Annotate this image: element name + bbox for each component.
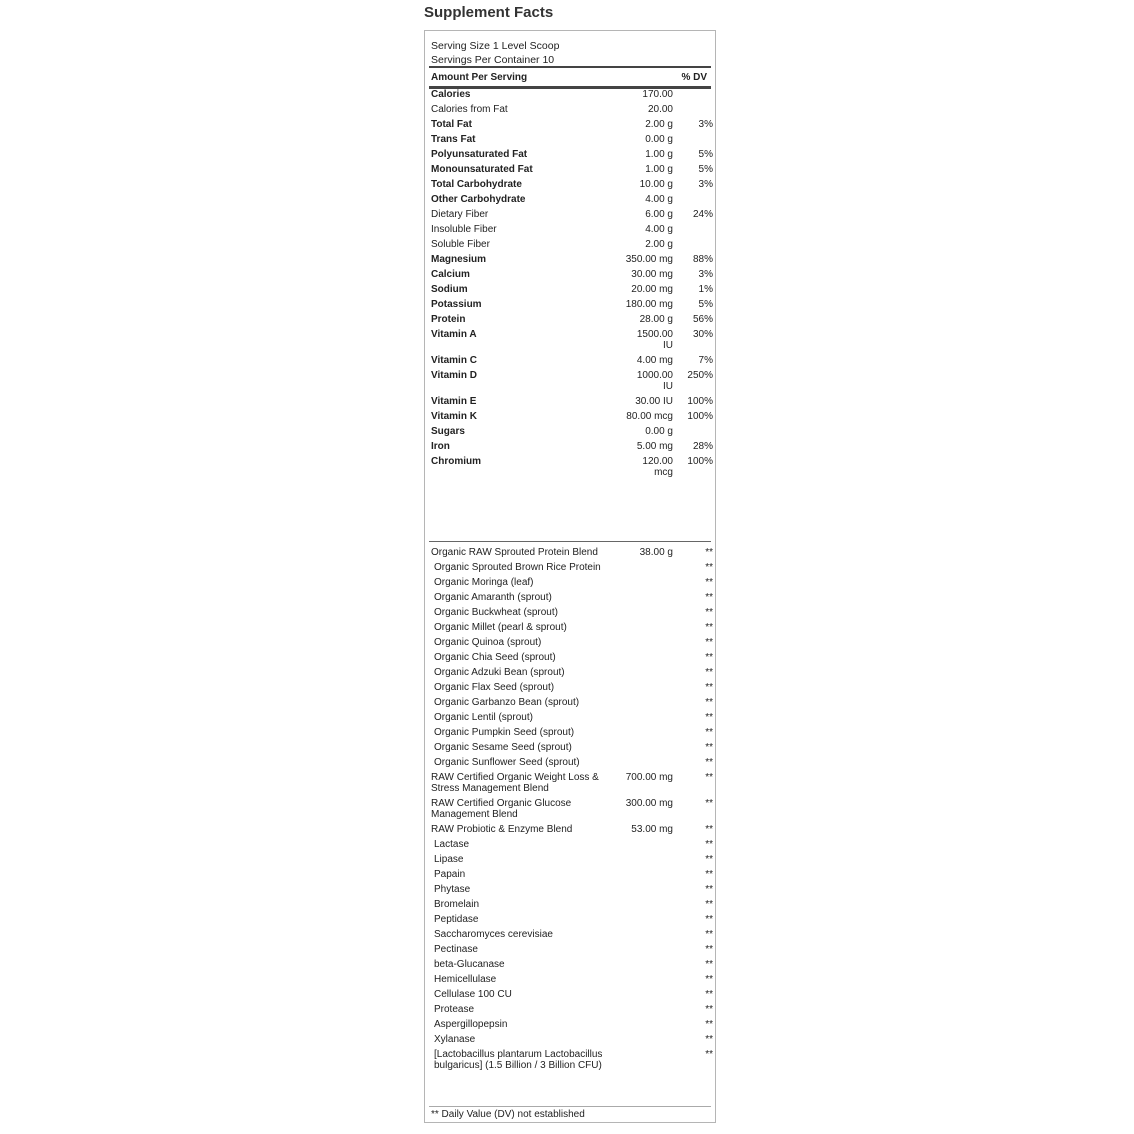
nutrient-row	[429, 119, 711, 134]
ingredient-row	[429, 1019, 711, 1034]
nutrient-name: Magnesium	[431, 254, 487, 265]
ingredient-dv: **	[705, 547, 713, 558]
nutrient-row	[429, 329, 711, 355]
ingredient-name: RAW Certified Organic Weight Loss & Stress Management Blend	[431, 772, 599, 794]
ingredient-dv: **	[705, 854, 713, 865]
nutrient-row	[429, 269, 711, 284]
ingredient-row	[429, 757, 711, 772]
ingredient-row	[429, 899, 711, 914]
ingredient-row	[429, 839, 711, 854]
nutrient-name: Trans Fat	[431, 134, 476, 145]
nutrient-name: Protein	[431, 314, 466, 325]
ingredient-row	[429, 577, 711, 592]
ingredient-name: Xylanase	[434, 1034, 476, 1045]
nutrient-row	[429, 239, 711, 254]
ingredient-dv: **	[705, 839, 713, 850]
ingredient-row	[429, 884, 711, 899]
nutrient-amount: 350.00 mg	[625, 254, 673, 265]
nutrient-dv: 88%	[692, 254, 713, 265]
ingredient-name: Organic Garbanzo Bean (sprout)	[434, 697, 580, 708]
nutrient-amount: 5.00 mg	[636, 441, 673, 452]
ingredient-name: RAW Certified Organic Glucose Management Blend	[431, 798, 572, 820]
ingredient-dv: **	[705, 884, 713, 895]
ingredient-row	[429, 592, 711, 607]
nutrient-name: Vitamin D	[431, 370, 477, 381]
ingredient-row	[429, 974, 711, 989]
ingredient-dv: **	[705, 742, 713, 753]
ingredient-dv: **	[705, 727, 713, 738]
nutrient-amount: 170.00	[642, 89, 673, 100]
ingredient-row	[429, 607, 711, 622]
nutrient-name: Other Carbohydrate	[431, 194, 526, 205]
ingredient-dv: **	[705, 622, 713, 633]
nutrient-row	[429, 456, 711, 482]
ingredient-name: beta-Glucanase	[434, 959, 505, 970]
ingredient-dv: **	[705, 607, 713, 618]
nutrient-dv: 5%	[698, 299, 713, 310]
ingredient-dv: **	[705, 577, 713, 588]
nutrient-amount: 1.00 g	[645, 149, 673, 160]
nutrient-name: Polyunsaturated Fat	[431, 149, 528, 160]
nutrient-row	[429, 164, 711, 179]
nutrient-row	[429, 134, 711, 149]
nutrient-amount: 28.00 g	[639, 314, 673, 325]
ingredient-name: Pectinase	[434, 944, 478, 955]
ingredient-dv: **	[705, 697, 713, 708]
nutrient-amount: 2.00 g	[645, 239, 673, 250]
ingredient-name: Organic Moringa (leaf)	[434, 577, 534, 588]
nutrient-row	[429, 299, 711, 314]
ingredient-name: Organic Amaranth (sprout)	[434, 592, 552, 603]
ingredient-dv: **	[705, 562, 713, 573]
ingredient-row	[429, 824, 711, 839]
ingredient-dv: **	[705, 757, 713, 768]
nutrient-row	[429, 441, 711, 456]
ingredient-row	[429, 1034, 711, 1049]
nutrient-dv: 5%	[698, 149, 713, 160]
ingredient-row	[429, 772, 711, 798]
ingredient-row	[429, 854, 711, 869]
nutrient-name: Sugars	[431, 426, 465, 437]
nutrient-row	[429, 396, 711, 411]
ingredient-name: Organic Flax Seed (sprout)	[434, 682, 555, 693]
ingredient-dv: **	[705, 798, 713, 809]
nutrient-amount: 4.00 mg	[636, 355, 673, 366]
ingredient-dv: **	[705, 959, 713, 970]
ingredient-dv: **	[705, 914, 713, 925]
ingredient-row	[429, 637, 711, 652]
ingredient-dv: **	[705, 682, 713, 693]
ingredient-name: Bromelain	[434, 899, 480, 910]
section-divider	[429, 541, 711, 542]
ingredient-name: Organic Adzuki Bean (sprout)	[434, 667, 565, 678]
nutrient-dv: 1%	[698, 284, 713, 295]
ingredient-row	[429, 712, 711, 727]
ingredient-row	[429, 682, 711, 697]
nutrient-row	[429, 179, 711, 194]
ingredient-amount: 38.00 g	[639, 547, 673, 558]
amount-header	[429, 71, 711, 89]
nutrient-dv: 100%	[687, 456, 713, 467]
nutrient-amount: 1500.00 IU	[636, 329, 673, 351]
nutrient-amount: 4.00 g	[645, 224, 673, 235]
nutrient-name: Monounsaturated Fat	[431, 164, 533, 175]
servings-per-container: Servings Per Container 10	[431, 54, 555, 66]
dv-header-label: % DV	[681, 72, 707, 83]
ingredient-list	[429, 547, 711, 1075]
ingredient-row	[429, 547, 711, 562]
nutrient-dv: 5%	[698, 164, 713, 175]
nutrient-amount: 1.00 g	[645, 164, 673, 175]
nutrient-name: Vitamin E	[431, 396, 477, 407]
ingredient-dv: **	[705, 772, 713, 783]
ingredient-dv: **	[705, 637, 713, 648]
ingredient-dv: **	[705, 667, 713, 678]
ingredient-row	[429, 929, 711, 944]
nutrient-amount: 80.00 mcg	[626, 411, 673, 422]
ingredient-dv: **	[705, 1034, 713, 1045]
ingredient-name: Organic Sprouted Brown Rice Protein	[434, 562, 601, 573]
nutrient-name: Calories	[431, 89, 471, 100]
ingredient-name: Organic Lentil (sprout)	[434, 712, 533, 723]
nutrient-dv: 100%	[687, 411, 713, 422]
nutrient-amount: 120.00 mcg	[642, 456, 673, 478]
nutrient-dv: 28%	[692, 441, 713, 452]
ingredient-row	[429, 869, 711, 884]
ingredient-name: Organic Buckwheat (sprout)	[434, 607, 558, 618]
ingredient-dv: **	[705, 824, 713, 835]
ingredient-name: Organic Pumpkin Seed (sprout)	[434, 727, 575, 738]
nutrient-row	[429, 426, 711, 441]
ingredient-name: Cellulase 100 CU	[434, 989, 512, 1000]
nutrient-name: Dietary Fiber	[431, 209, 489, 220]
ingredient-name: Organic Chia Seed (sprout)	[434, 652, 556, 663]
ingredient-dv: **	[705, 1019, 713, 1030]
ingredient-dv: **	[705, 989, 713, 1000]
nutrient-name: Potassium	[431, 299, 482, 310]
nutrient-amount: 20.00	[647, 104, 673, 115]
nutrient-name: Calories from Fat	[431, 104, 508, 115]
nutrient-row	[429, 89, 711, 104]
ingredient-dv: **	[705, 869, 713, 880]
nutrient-row	[429, 411, 711, 426]
nutrient-name: Vitamin A	[431, 329, 477, 340]
nutrient-dv: 250%	[687, 370, 713, 381]
nutrient-amount: 30.00 IU	[635, 396, 673, 407]
ingredient-name: Organic Quinoa (sprout)	[434, 637, 542, 648]
ingredient-name: Phytase	[434, 884, 471, 895]
nutrient-name: Total Fat	[431, 119, 472, 130]
nutrient-dv: 56%	[692, 314, 713, 325]
nutrient-row	[429, 149, 711, 164]
ingredient-name: [Lactobacillus plantarum Lactobacillus bulgaricus] (1.5 Billion / 3 Billion CFU)	[434, 1049, 603, 1071]
nutrient-row	[429, 194, 711, 209]
nutrient-row	[429, 209, 711, 224]
ingredient-dv: **	[705, 974, 713, 985]
nutrient-dv: 3%	[698, 179, 713, 190]
ingredient-dv: **	[705, 1004, 713, 1015]
nutrient-row	[429, 314, 711, 329]
nutrient-row	[429, 370, 711, 396]
ingredient-name: Organic Sesame Seed (sprout)	[434, 742, 572, 753]
ingredient-name: Hemicellulase	[434, 974, 497, 985]
nutrient-amount: 6.00 g	[645, 209, 673, 220]
ingredient-name: RAW Probiotic & Enzyme Blend	[431, 824, 573, 835]
ingredient-name: Organic RAW Sprouted Protein Blend	[431, 547, 598, 558]
nutrient-row	[429, 254, 711, 269]
ingredient-dv: **	[705, 712, 713, 723]
nutrient-dv: 30%	[692, 329, 713, 340]
ingredient-dv: **	[705, 944, 713, 955]
nutrient-name: Insoluble Fiber	[431, 224, 497, 235]
ingredient-row	[429, 798, 711, 824]
ingredient-row	[429, 1004, 711, 1019]
nutrient-list	[429, 89, 711, 482]
nutrient-amount: 1000.00 IU	[636, 370, 673, 392]
nutrient-name: Calcium	[431, 269, 470, 280]
ingredient-name: Lactase	[434, 839, 470, 850]
nutrient-name: Chromium	[431, 456, 481, 467]
nutrient-amount: 30.00 mg	[631, 269, 673, 280]
ingredient-row	[429, 914, 711, 929]
footnote: ** Daily Value (DV) not established	[429, 1106, 711, 1120]
nutrient-amount: 0.00 g	[645, 426, 673, 437]
ingredient-name: Peptidase	[434, 914, 479, 925]
nutrient-amount: 180.00 mg	[625, 299, 673, 310]
nutrient-dv: 7%	[698, 355, 713, 366]
nutrient-amount: 2.00 g	[645, 119, 673, 130]
serving-size: Serving Size 1 Level Scoop	[431, 40, 560, 52]
supplement-facts-panel	[424, 30, 716, 1123]
ingredient-row	[429, 989, 711, 1004]
ingredient-dv: **	[705, 929, 713, 940]
serving-info	[429, 39, 711, 68]
ingredient-row	[429, 727, 711, 742]
ingredient-name: Aspergillopepsin	[434, 1019, 508, 1030]
amount-per-serving-label: Amount Per Serving	[431, 72, 528, 83]
ingredient-name: Organic Sunflower Seed (sprout)	[434, 757, 580, 768]
nutrient-name: Soluble Fiber	[431, 239, 490, 250]
ingredient-dv: **	[705, 592, 713, 603]
ingredient-name: Organic Millet (pearl & sprout)	[434, 622, 567, 633]
nutrient-row	[429, 355, 711, 370]
nutrient-name: Iron	[431, 441, 450, 452]
ingredient-row	[429, 562, 711, 577]
nutrient-amount: 0.00 g	[645, 134, 673, 145]
nutrient-amount: 10.00 g	[639, 179, 673, 190]
ingredient-row	[429, 667, 711, 682]
supplement-facts-title: Supplement Facts	[424, 4, 554, 21]
nutrient-dv: 3%	[698, 269, 713, 280]
ingredient-row	[429, 1049, 711, 1075]
ingredient-amount: 53.00 mg	[631, 824, 673, 835]
nutrient-row	[429, 224, 711, 239]
nutrient-name: Vitamin C	[431, 355, 477, 366]
ingredient-name: Saccharomyces cerevisiae	[434, 929, 553, 940]
ingredient-dv: **	[705, 899, 713, 910]
nutrient-dv: 3%	[698, 119, 713, 130]
nutrient-name: Sodium	[431, 284, 468, 295]
ingredient-row	[429, 652, 711, 667]
nutrient-row	[429, 104, 711, 119]
nutrient-row	[429, 284, 711, 299]
nutrient-dv: 24%	[692, 209, 713, 220]
ingredient-row	[429, 742, 711, 757]
nutrient-name: Total Carbohydrate	[431, 179, 522, 190]
ingredient-name: Protease	[434, 1004, 475, 1015]
nutrient-amount: 4.00 g	[645, 194, 673, 205]
ingredient-dv: **	[705, 652, 713, 663]
nutrient-amount: 20.00 mg	[631, 284, 673, 295]
ingredient-row	[429, 959, 711, 974]
ingredient-row	[429, 944, 711, 959]
ingredient-name: Papain	[434, 869, 466, 880]
ingredient-dv: **	[705, 1049, 713, 1060]
ingredient-amount: 700.00 mg	[625, 772, 673, 783]
ingredient-amount: 300.00 mg	[625, 798, 673, 809]
ingredient-name: Lipase	[434, 854, 464, 865]
nutrient-dv: 100%	[687, 396, 713, 407]
ingredient-row	[429, 697, 711, 712]
nutrient-name: Vitamin K	[431, 411, 477, 422]
ingredient-row	[429, 622, 711, 637]
